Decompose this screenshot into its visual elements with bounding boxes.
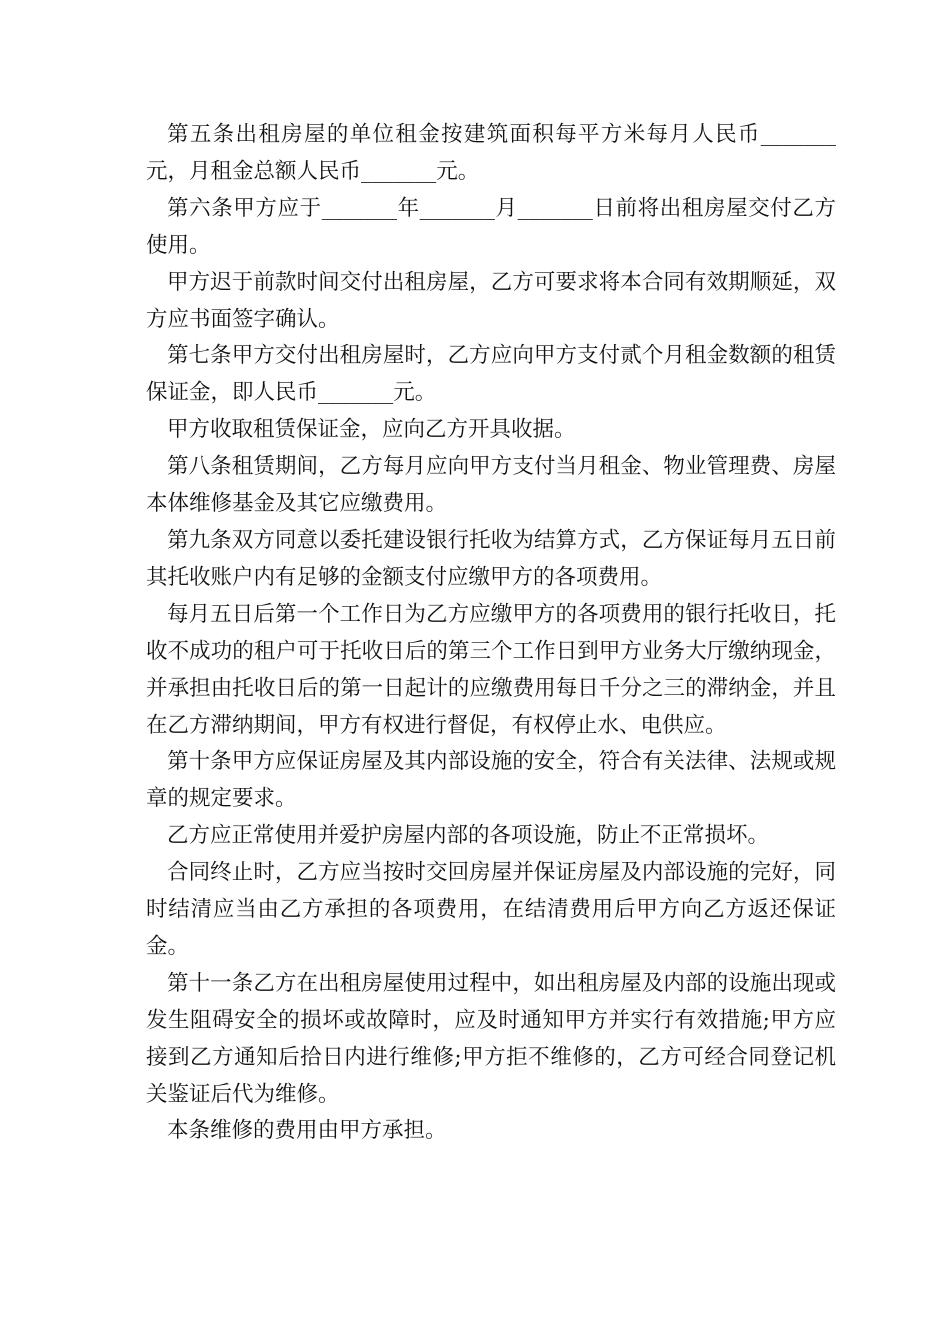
paragraph-delivery-delay: 甲方迟于前款时间交付出租房屋，乙方可要求将本合同有效期顺延，双方应书面签字确认。 (146, 269, 836, 332)
paragraph-article-7: 第七条甲方交付出租房屋时，乙方应向甲方支付贰个月租金数额的租赁保证金，即人民币_______元。 (146, 343, 836, 406)
paragraph-deposit-receipt: 甲方收取租赁保证金，应向乙方开具收据。 (167, 417, 576, 443)
paragraph-article-9: 第九条双方同意以委托建设银行托收为结算方式，乙方保证每月五日前其托收账户内有足够的金额支付应缴甲方的各项费用。 (146, 527, 836, 590)
document-body (146, 117, 836, 1150)
paragraph-article-11: 第十一条乙方在出租房屋使用过程中，如出租房屋及内部的设施出现或发生阻碍安全的损坏或故障时，应及时通知甲方并实行有效措施;甲方应接到乙方通知后拾日内进行维修;甲方拒不维修的，乙方可经合同登记机关鉴证后代为维修。 (146, 970, 836, 1107)
paragraph-contract-termination: 合同终止时，乙方应当按时交回房屋并保证房屋及内部设施的完好，同时结清应当由乙方承担的各项费用，在结清费用后甲方向乙方返还保证金。 (146, 860, 836, 959)
paragraph-article-5: 第五条出租房屋的单位租金按建筑面积每平方米每月人民币_______元，月租金总额人民币_______元。 (146, 122, 836, 184)
paragraph-article-6: 第六条甲方应于_______年_______月_______日前将出租房屋交付乙方使用。 (146, 195, 836, 258)
paragraph-collection-day: 每月五日后第一个工作日为乙方应缴甲方的各项费用的银行托收日，托收不成功的租户可于托收日后的第三个工作日到甲方业务大厅缴纳现金，并承担由托收日后的第一日起计的应缴费用每日千分之三的滞纳金，并且在乙方滞纳期间，甲方有权进行督促，有权停止水、电供应。 (146, 601, 836, 738)
paragraph-article-8: 第八条租赁期间，乙方每月应向甲方支付当月租金、物业管理费、房屋本体维修基金及其它应缴费用。 (146, 454, 836, 517)
paragraph-repair-cost: 本条维修的费用由甲方承担。 (167, 1118, 447, 1144)
paragraph-article-10: 第十条甲方应保证房屋及其内部设施的安全，符合有关法律、法规或规章的规定要求。 (146, 749, 836, 812)
paragraph-facility-care: 乙方应正常使用并爱护房屋内部的各项设施，防止不正常损坏。 (167, 823, 770, 849)
